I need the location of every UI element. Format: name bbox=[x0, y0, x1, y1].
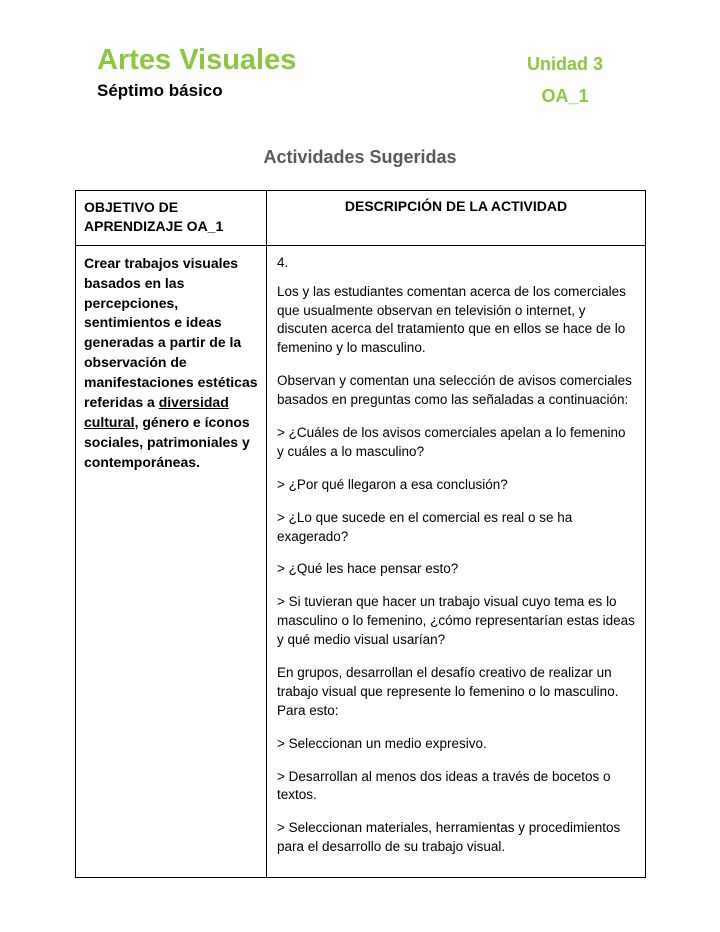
section-title: Actividades Sugeridas bbox=[263, 147, 457, 167]
objective-cell bbox=[76, 245, 267, 877]
activity-paragraph: Los y las estudiantes comentan acerca de los comerciales que usualmente observan en televisión o internet, y discuten acerca del tratamiento que en ellos se hace de lo femenino y lo masculino. bbox=[277, 283, 626, 356]
table-header-row bbox=[76, 191, 646, 246]
objective-text-before: Crear trabajos visuales basados en las percepciones, sentimientos e ideas generadas a partir de la observación de manifestaciones estéticas referidas a bbox=[84, 254, 258, 410]
grade-subtitle: Séptimo básico bbox=[97, 81, 223, 101]
activities-table bbox=[75, 190, 646, 878]
activity-cell bbox=[267, 245, 646, 877]
activity-bullet: > Desarrollan al menos dos ideas a través de bocetos o textos. bbox=[277, 768, 611, 803]
activity-column-header: DESCRIPCIÓN DE LA ACTIVIDAD bbox=[267, 191, 646, 246]
unit-label: Unidad 3 bbox=[526, 54, 603, 74]
table-row bbox=[76, 245, 646, 877]
activity-bullet: > Si tuvieran que hacer un trabajo visual cuyo tema es lo masculino o lo femenino, ¿cómo representarían estas ideas y qué medio visual usarían? bbox=[277, 594, 635, 648]
course-title: Artes Visuales bbox=[97, 44, 297, 76]
header-title-block bbox=[97, 44, 296, 107]
table-body bbox=[76, 245, 646, 877]
document-header bbox=[75, 44, 645, 107]
activity-bullet: > ¿Cuáles de los avisos comerciales apelan a lo femenino y cuáles a lo masculino? bbox=[277, 425, 626, 459]
oa-label: OA_1 bbox=[541, 86, 589, 106]
objective-text-after: , género e íconos sociales, patrimoniales y contemporáneas. bbox=[84, 413, 250, 470]
objective-underlined-text: diversidad cultural bbox=[84, 393, 229, 430]
activity-bullet: > ¿Qué les hace pensar esto? bbox=[277, 561, 459, 577]
activity-bullet: > ¿Por qué llegaron a esa conclusión? bbox=[277, 476, 508, 492]
activity-bullet: > Seleccionan materiales, herramientas y procedimientos para el desarrollo de su trabajo visual. bbox=[277, 820, 621, 855]
activity-bullet: > ¿Lo que sucede en el comercial es real o se ha exagerado? bbox=[277, 509, 573, 544]
activity-number: 4. bbox=[277, 254, 289, 270]
activity-paragraph: Observan y comentan una selección de avisos comerciales basados en preguntas como las señaladas a continuación: bbox=[277, 373, 632, 408]
header-unit-block bbox=[527, 44, 603, 107]
activity-bullet: > Seleccionan un medio expresivo. bbox=[277, 735, 487, 751]
objective-column-header: OBJETIVO DE APRENDIZAJE OA_1 bbox=[76, 191, 267, 246]
activity-paragraph: En grupos, desarrollan el desafío creativo de realizar un trabajo visual que represente lo femenino o lo masculino. Para esto: bbox=[277, 665, 619, 718]
